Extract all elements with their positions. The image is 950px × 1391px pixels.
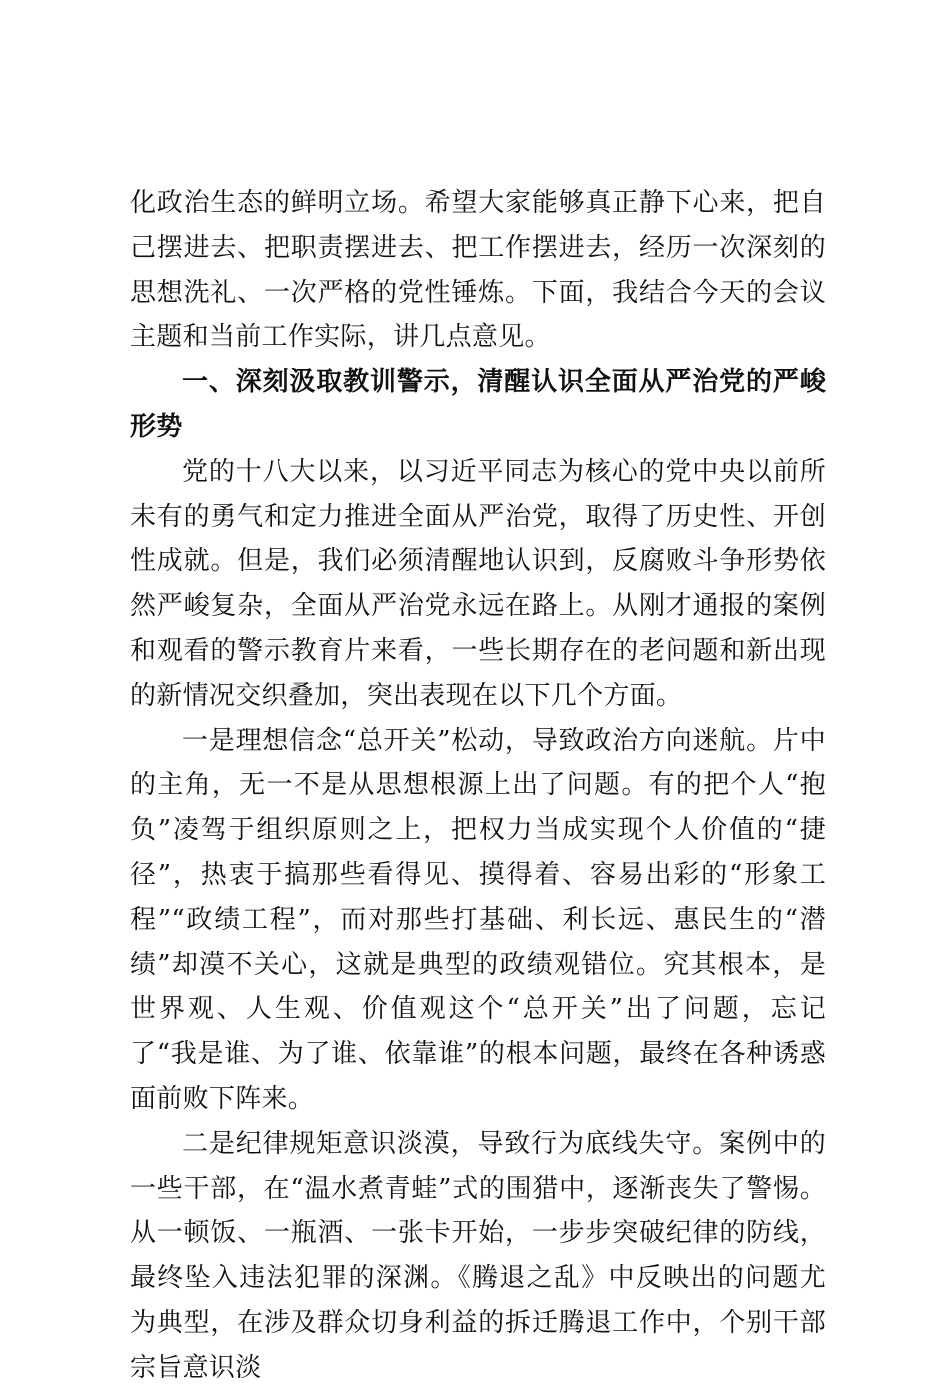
paragraph-situation: 党的十八大以来，以习近平同志为核心的党中央以前所未有的勇气和定力推进全面从严治党，取得了历史性、开创性成就。但是，我们必须清醒地认识到，反腐败斗争形势依然严峻复杂，全面从严治党永远在路上。从刚才通报的案例和观看的警示教育片来看，一些长期存在的老问题和新出现的新情况交织叠加，突出表现在以下几个方面。 [130,456,826,711]
paragraph-opening-continuation: 化政治生态的鲜明立场。希望大家能够真正静下心来，把自己摆进去、把职责摆进去、把工作摆进去，经历一次深刻的思想洗礼、一次严格的党性锤炼。下面，我结合今天的会议主题和当前工作实际，讲几点意见。 [130,188,826,353]
section-heading-1: 一、深刻汲取教训警示，清醒认识全面从严治党的严峻形势 [130,367,826,442]
document-body [130,181,826,1391]
paragraph-point-two: 二是纪律规矩意识淡漠，导致行为底线失守。案例中的一些干部，在“温水煮青蛙”式的围猎中，逐渐丧失了警惕。从一顿饭、一瓶酒、一张卡开始，一步步突破纪律的防线，最终坠入违法犯罪的深渊。《腾退之乱》中反映出的问题尤为典型，在涉及群众切身利益的拆迁腾退工作中，个别干部宗旨意识淡 [130,1128,826,1383]
paragraph-point-one: 一是理想信念“总开关”松动，导致政治方向迷航。片中的主角，无一不是从思想根源上出了问题。有的把个人“抱负”凌驾于组织原则之上，把权力当成实现个人价值的“捷径”，热衷于搞那些看得见、摸得着、容易出彩的“形象工程”“政绩工程”，而对那些打基础、利长远、惠民生的“潜绩”却漠不关心，这就是典型的政绩观错位。究其根本，是世界观、人生观、价值观这个“总开关”出了问题，忘记了“我是谁、为了谁、依靠谁”的根本问题，最终在各种诱惑面前败下阵来。 [130,725,826,1114]
